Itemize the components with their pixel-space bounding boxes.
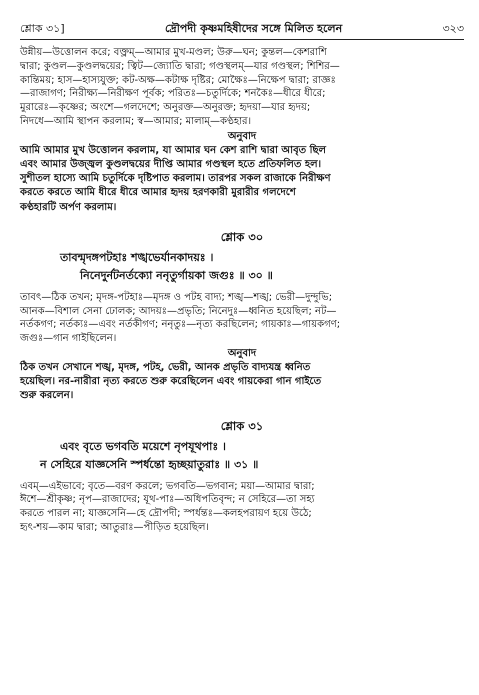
wbw-line: তাবৎ—ঠিক তখন; মৃদঙ্গ-পটহাঃ—মৃদঙ্গ ও পটহ বাদ্য; শঙ্খ—শঙ্খ; ভেরী—দুন্দুভি;: [20, 291, 333, 303]
translation-line: ঠিক তখন সেখানে শঙ্খ, মৃদঙ্গ, পটহ, ভেরী, আনক প্রভৃতি বাদ্যযন্ত্র ধ্বনিত: [20, 361, 311, 373]
verse-line: ন সেহিরে যাজ্ঞসেনি স্পর্ধন্তো হৃচ্ছয়াতুরাঃ ॥ ৩১ ॥: [40, 457, 259, 471]
wbw-line: দ্বারা; কুণ্ডল—কুণ্ডলদ্বয়ের; ত্বিট—জ্যোতি দ্বারা; গণ্ডস্থলম্—যার গণ্ডস্থল; শিশির—: [20, 60, 340, 72]
wbw-line: আনক—বিশাল সেনা ঢোলক; আদয়ঃ—প্রভৃতি; নিনেদুঃ—ধ্বনিত হয়েছিল; নট—: [20, 305, 337, 317]
translation-heading-1: অনুবাদ: [227, 130, 257, 142]
verse-31: [20, 438, 464, 474]
wbw-line: করতে পারল না; যাজ্ঞসেনি—হে দ্রৌপদী; স্পর্ধন্তঃ—কলহপরায়ণ হয়ে উঠে;: [20, 508, 312, 520]
running-header: [20, 22, 464, 40]
wbw-line: জগুঃ—গান গাইছিলেন।: [20, 333, 117, 345]
verse-line: নিনেদুর্নটনর্তক্যো ননৃতুর্গায়কা জগুঃ ॥ ৩০ ॥: [80, 268, 273, 282]
header-page-number: ৩২৩: [442, 22, 464, 35]
wbw-line: কান্তিময়; হাস—হাস্যযুক্ত; কট-অক্ষ—কটাক্ষ দৃষ্টির; মোক্ষৈঃ—নিক্ষেপ দ্বারা; রাজ্ঞঃ: [20, 74, 336, 86]
wbw-line: উন্নীয়—উত্তোলন করে; বক্ত্রম্—আমার মুখ-মণ্ডল; উরু—ঘন; কুন্তল—কেশরাশি: [20, 47, 327, 58]
word-meanings-31: [20, 480, 464, 535]
translation-line: হয়েছিল। নর-নারীরা নৃত্য করতে শুরু করেছিলেন এবং গায়কেরা গান গাইতে: [20, 376, 322, 388]
verse-title-30: শ্লোক ৩০: [220, 229, 264, 244]
wbw-line: নিদধে—আমি স্থাপন করলাম; স্ব—আমার; মালাম্—কণ্ঠহার।: [20, 115, 252, 127]
word-meanings-30: [20, 291, 464, 346]
translation-line: কণ্ঠহারটি অর্পণ করলাম।: [20, 201, 117, 213]
translation-line: শুরু করলেন।: [20, 390, 74, 402]
translation-heading-30: অনুবাদ: [227, 347, 257, 359]
verse-30: [20, 249, 464, 285]
wbw-line: —রাজাগণ; নিরীক্ষ্য—নিরীক্ষণ পূর্বক; পরিতঃ—চতুর্দিকে; শনকৈঃ—ধীরে ধীরে;: [20, 88, 326, 100]
translation-line: আমি আমার মুখ উত্তোলন করলাম, যা আমার ঘন কেশ রাশি দ্বারা আবৃত ছিল: [20, 144, 326, 156]
header-chapter-title: দ্রৌপদী কৃষ্ণমহিষীদের সঙ্গে মিলিত হলেন: [164, 22, 343, 35]
translation-line: সুশীতল হাস্যে আমি চতুর্দিকে দৃষ্টিপাত করলাম। তারপর সকল রাজাকে নিরীক্ষণ: [20, 173, 331, 185]
wbw-line: এবম্—এইভাবে; বৃতে—বরণ করলে; ভগবতি—ভগবান; ময়া—আমার দ্বারা;: [20, 480, 315, 492]
translation-1: [20, 144, 464, 215]
book-page: [20, 22, 464, 535]
translation-line: করতে করতে আমি ধীরে ধীরে আমার হৃদয় হরণকারী মুরারীর গলদেশে: [20, 187, 296, 199]
wbw-line: নর্তকগণ; নর্তক্যঃ—এবং নর্তকীগণ; ননৃতুঃ—নৃত্য করছিলেন; গায়কাঃ—গায়কগণ;: [20, 319, 341, 331]
verse-line: এবং বৃতে ভগবতি ময়েশে নৃপযূথপাঃ ।: [60, 439, 226, 453]
wbw-line: মুরারেঃ—কৃষ্ণের; অংশে—গলদেশে; অনুরক্ত—অনুরক্ত; হৃদয়া—যার হৃদয়;: [20, 102, 311, 114]
header-verse-ref: শ্লোক ৩১]: [20, 22, 65, 35]
translation-30: [20, 361, 464, 404]
verse-line: তাবন্মৃদঙ্গপটহাঃ শঙ্খভের্যানকাদয়ঃ ।: [60, 250, 214, 264]
word-meanings-1: [20, 46, 464, 129]
translation-line: এবং আমার উজ্জ্বল কুণ্ডলদ্বয়ের দীপ্তি আমার গণ্ডস্থল হতে প্রতিফলিত হল।: [20, 158, 322, 170]
wbw-line: ঈশে—শ্রীকৃষ্ণ; নৃপ—রাজাদের; যূথ-পাঃ—অধিপতিবৃন্দ; ন সেহিরে—তা সহ্য: [20, 494, 315, 506]
wbw-line: হৃৎ-শয়—কাম দ্বারা; আতুরাঃ—পীড়িত হয়েছিল।: [20, 521, 209, 533]
verse-title-31: শ্লোক ৩১: [220, 418, 264, 433]
